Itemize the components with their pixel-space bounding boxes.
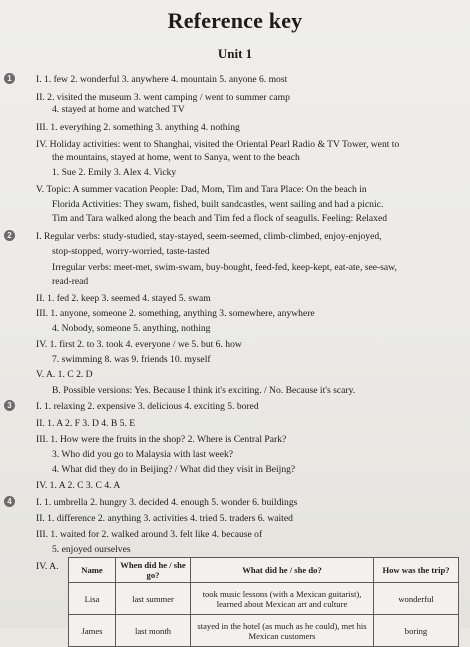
answer-line: Florida Activities: They swam, fished, built sandcastles, went sailing and had a picnic. bbox=[52, 199, 384, 210]
answer-line: stop-stopped, worry-worried, taste-tasted bbox=[52, 246, 210, 257]
table-row bbox=[69, 583, 459, 615]
section-3-badge: 3 bbox=[4, 400, 15, 411]
answer-line: II. 1. difference 2. anything 3. activities 4. tried 5. traders 6. waited bbox=[36, 513, 293, 524]
section-2-badge: 2 bbox=[4, 230, 15, 241]
answer-line: B. Possible versions: Yes. Because I think it's exciting. / No. Because it's scary. bbox=[52, 385, 356, 396]
answer-line: Tim and Tara walked along the beach and Tim fed a flock of seagulls. Feeling: Relaxed bbox=[52, 213, 388, 224]
answer-line: IV. 1. first 2. to 3. took 4. everyone / we 5. but 6. how bbox=[36, 339, 242, 350]
answer-line: V. A. 1. C 2. D bbox=[36, 369, 93, 380]
table-cell: Lisa bbox=[69, 583, 116, 615]
trip-table bbox=[68, 557, 459, 647]
section-4-badge: 4 bbox=[4, 496, 15, 507]
section-1-badge: 1 bbox=[4, 73, 15, 84]
table-cell: boring bbox=[374, 615, 459, 647]
answer-line: read-read bbox=[52, 276, 89, 287]
unit-heading: Unit 1 bbox=[217, 46, 253, 61]
answer-line: IV. A. bbox=[36, 561, 59, 572]
answer-line: I. Regular verbs: study-studied, stay-stayed, seem-seemed, climb-climbed, enjoy-enjoyed, bbox=[36, 231, 382, 242]
table-header-row bbox=[69, 558, 459, 583]
answer-line: 4. Nobody, someone 5. anything, nothing bbox=[52, 323, 211, 334]
table-cell: last month bbox=[116, 615, 191, 647]
table-cell: last summer bbox=[116, 583, 191, 615]
answer-line: Irregular verbs: meet-met, swim-swam, buy-bought, feed-fed, keep-kept, eat-ate, see-saw, bbox=[52, 262, 397, 273]
column-header: Name bbox=[69, 558, 116, 583]
answer-line: 3. Who did you go to Malaysia with last week? bbox=[52, 449, 234, 460]
answer-line: 5. enjoyed ourselves bbox=[52, 544, 131, 555]
table-cell: stayed in the hotel (as much as he could), met his Mexican customers bbox=[191, 615, 374, 647]
answer-line: 4. What did they do in Beijing? / What did they visit in Beijng? bbox=[52, 464, 296, 475]
column-header: When did he / she go? bbox=[116, 558, 191, 583]
answer-line: III. 1. How were the fruits in the shop? 2. Where is Central Park? bbox=[36, 434, 287, 445]
table-cell: took music lessons (with a Mexican guitarist), learned about Mexican art and culture bbox=[191, 583, 374, 615]
answer-line: 4. stayed at home and watched TV bbox=[52, 104, 185, 115]
answer-line: III. 1. anyone, someone 2. something, anything 3. somewhere, anywhere bbox=[36, 308, 315, 319]
answer-line: I. 1. umbrella 2. hungry 3. decided 4. enough 5. wonder 6. buildings bbox=[36, 497, 298, 508]
answer-line: the mountains, stayed at home, went to Sanya, went to the beach bbox=[52, 152, 300, 163]
answer-line: II. 2. visited the museum 3. went camping / went to summer camp bbox=[36, 92, 290, 103]
answer-line: 1. Sue 2. Emily 3. Alex 4. Vicky bbox=[52, 167, 177, 178]
page-title: Reference key bbox=[167, 8, 303, 33]
column-header: What did he / she do? bbox=[191, 558, 374, 583]
answer-line: II. 1. fed 2. keep 3. seemed 4. stayed 5. swam bbox=[36, 293, 211, 304]
column-header: How was the trip? bbox=[374, 558, 459, 583]
answer-line: I. 1. relaxing 2. expensive 3. delicious 4. exciting 5. bored bbox=[36, 401, 259, 412]
answer-line: IV. Holiday activities: went to Shanghai, visited the Oriental Pearl Radio & TV Tower, went to bbox=[36, 139, 400, 150]
answer-line: III. 1. waited for 2. walked around 3. felt like 4. because of bbox=[36, 529, 263, 540]
answer-line: I. 1. few 2. wonderful 3. anywhere 4. mountain 5. anyone 6. most bbox=[36, 74, 288, 85]
answer-line: IV. 1. A 2. C 3. C 4. A bbox=[36, 480, 121, 491]
answer-line: 7. swimming 8. was 9. friends 10. myself bbox=[52, 354, 211, 365]
answer-line: II. 1. A 2. F 3. D 4. B 5. E bbox=[36, 418, 136, 429]
answer-line: III. 1. everything 2. something 3. anything 4. nothing bbox=[36, 122, 240, 133]
table-cell: James bbox=[69, 615, 116, 647]
table-row bbox=[69, 615, 459, 647]
table-cell: wonderful bbox=[374, 583, 459, 615]
answer-line: V. Topic: A summer vacation People: Dad, Mom, Tim and Tara Place: On the beach in bbox=[36, 184, 367, 195]
